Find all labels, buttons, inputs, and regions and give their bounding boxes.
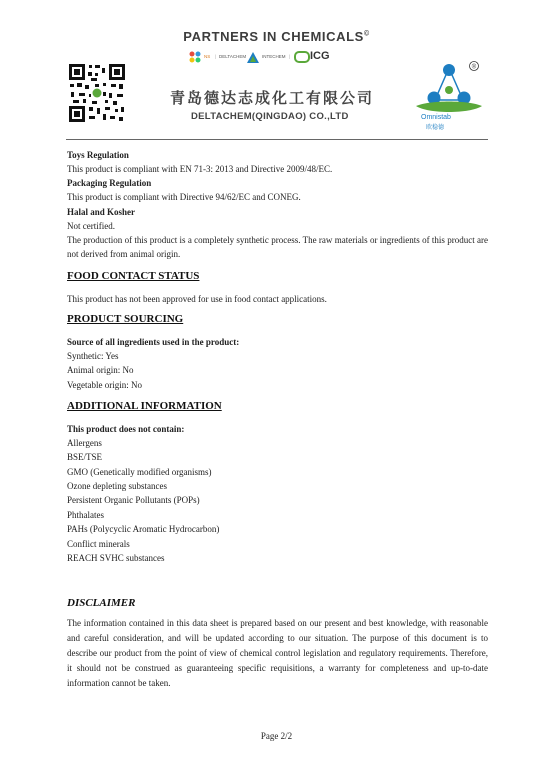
toys-regulation-text: This product is compliant with EN 71-3: 2013 and Directive 2009/48/EC. [67, 164, 333, 174]
omnistab-logo-chinese: 欧稳德 [426, 124, 445, 131]
excluded-substance-item: Phthalates [67, 510, 104, 520]
company-name-english: DELTACHEM(QINGDAO) CO.,LTD [191, 111, 349, 122]
sourcing-subheading: Source of all ingredients used in the product: [67, 337, 240, 347]
sourcing-item: Animal origin: No [67, 365, 134, 375]
brand-deltachem: DELTACHEM [219, 54, 247, 59]
brand-divider-2: | [289, 54, 291, 59]
brand-intechem: INTECHEM [262, 54, 286, 59]
additional-subheading: This product does not contain: [67, 424, 185, 434]
excluded-substance-item: Persistent Organic Pollutants (POPs) [67, 495, 200, 505]
packaging-regulation-text: This product is compliant with Directive 94/62/EC and CONEG. [67, 192, 301, 202]
registered-mark: ® [471, 64, 477, 71]
header-title [0, 29, 553, 44]
header-title-text: PARTNERS IN CHEMICALS [183, 29, 364, 44]
brand-logos-row [188, 50, 368, 66]
brand-ns: NS [204, 54, 211, 59]
qr-code-icon [67, 62, 127, 124]
copyright-mark: © [363, 30, 370, 38]
halal-kosher-status: Not certified. [67, 221, 115, 231]
sourcing-item: Synthetic: Yes [67, 351, 119, 361]
sourcing-item: Vegetable origin: No [67, 380, 142, 390]
product-sourcing-heading: PRODUCT SOURCING [67, 313, 184, 325]
header-divider [66, 139, 488, 140]
brand-icg: ICG [310, 50, 330, 62]
page-number: Page 2/2 [260, 731, 293, 741]
excluded-substance-item: Ozone depleting substances [67, 481, 167, 491]
packaging-regulation-heading: Packaging Regulation [67, 178, 152, 188]
icg-logo-icon [294, 51, 310, 63]
toys-regulation-heading: Toys Regulation [67, 150, 129, 160]
excluded-substance-item: REACH SVHC substances [67, 553, 165, 563]
halal-kosher-heading: Halal and Kosher [67, 207, 136, 217]
disclaimer-text: The information contained in this data sheet is prepared based on our present and best knowledge, with reasonable and careful consideration, and will be updated according to our situation. The purpose of this document is to describe our product from the point of view of chemical control legislation and regulatory requirements. Therefore, it should not be construed as guaranteeing specific requisitions, a warranty for completeness and up-to-date information cannot be taken. [67, 618, 488, 688]
excluded-substance-item: PAHs (Polycyclic Aromatic Hydrocarbon) [67, 524, 220, 534]
excluded-substance-item: BSE/TSE [67, 452, 103, 462]
excluded-substance-item: Allergens [67, 438, 102, 448]
omnistab-logo-text: Omnistab [421, 114, 451, 121]
company-name-chinese: 青岛德达志成化工有限公司 [170, 89, 375, 107]
disclaimer-heading: DISCLAIMER [67, 597, 136, 609]
ns-logo-icon [188, 50, 202, 64]
additional-information-heading: ADDITIONAL INFORMATION [67, 400, 222, 412]
excluded-substance-item: GMO (Genetically modified organisms) [67, 467, 212, 477]
food-contact-heading: FOOD CONTACT STATUS [67, 270, 200, 282]
halal-kosher-text: The production of this product is a completely synthetic process. The raw materials or ingredients of this product are not derived from animal origin. [67, 235, 488, 259]
intechem-logo-icon [246, 51, 260, 64]
excluded-substance-item: Conflict minerals [67, 539, 130, 549]
food-contact-text: This product has not been approved for use in food contact applications. [67, 294, 327, 304]
brand-divider-1: | [215, 54, 217, 59]
